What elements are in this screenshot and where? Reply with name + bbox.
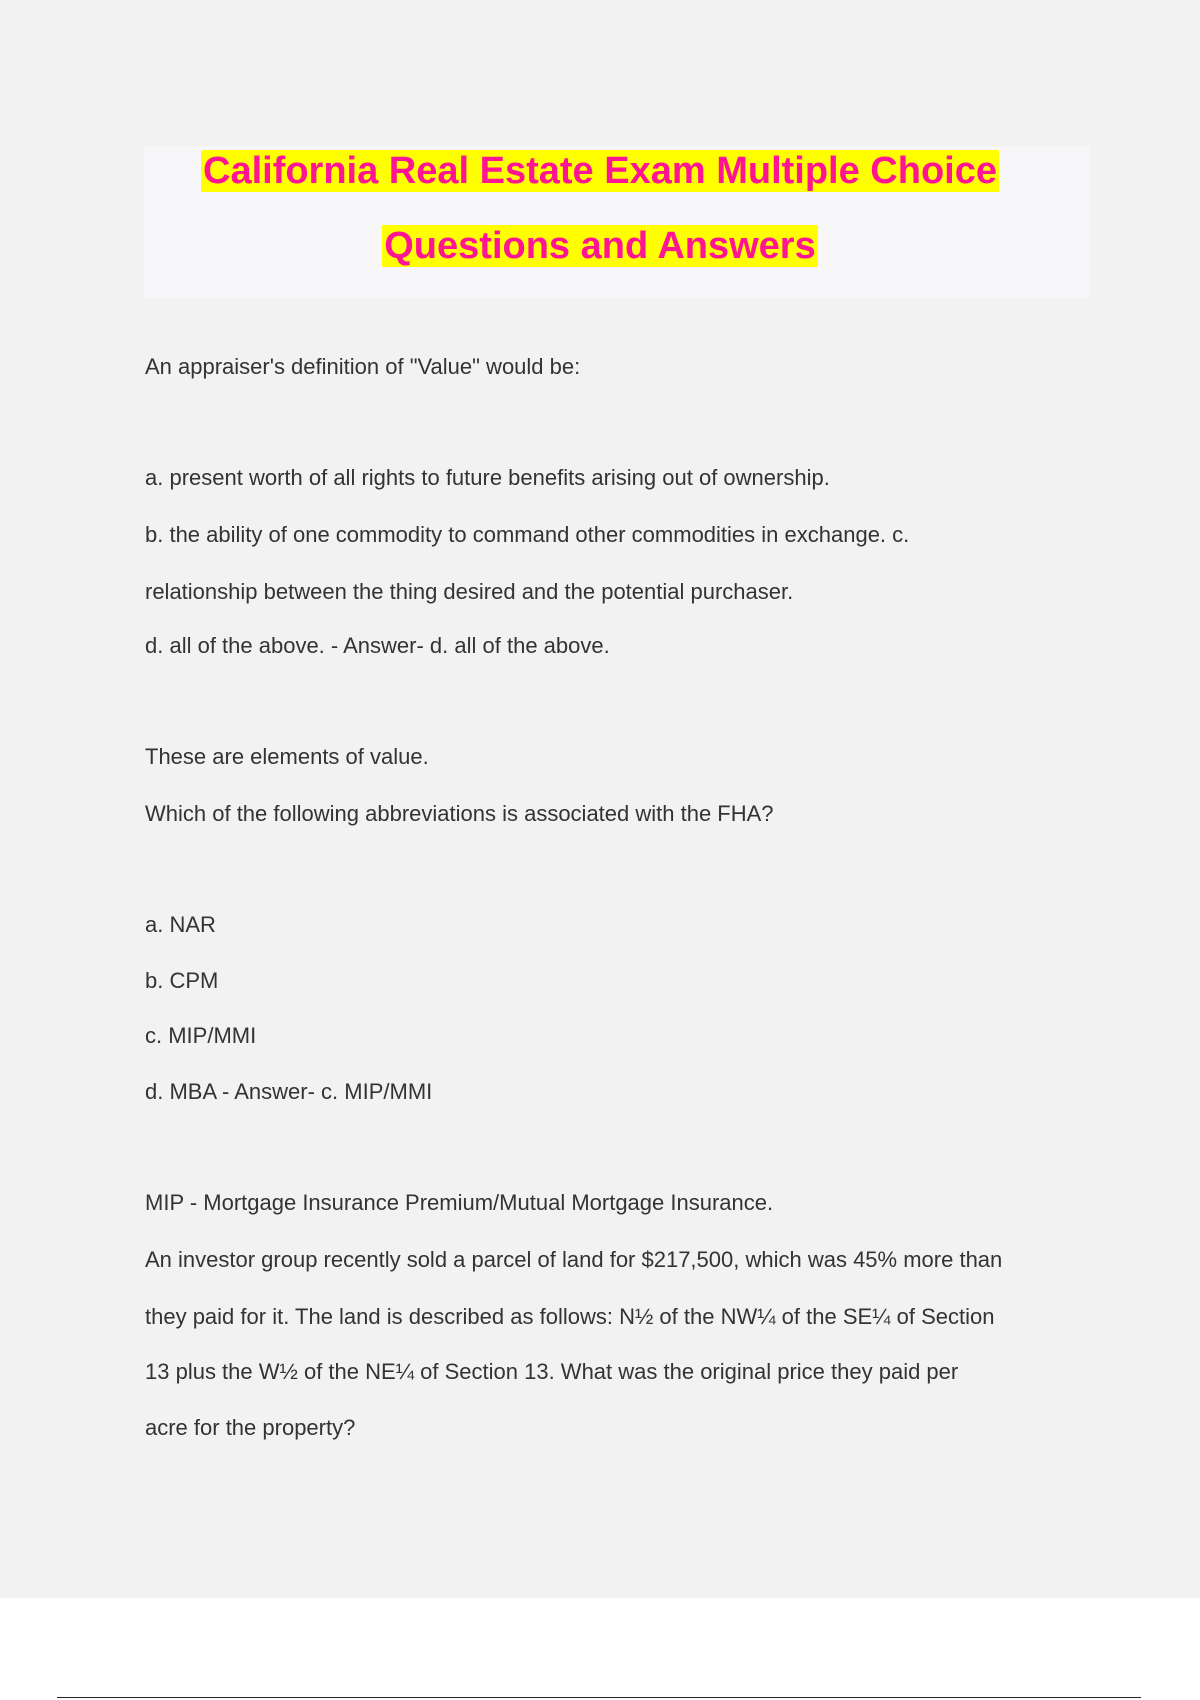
document-title-text-1: California Real Estate Exam Multiple Choice	[203, 150, 997, 192]
question-1-option-d-answer: d. all of the above. - Answer- d. all of the above.	[145, 633, 610, 658]
question-2-option-c: c. MIP/MMI	[145, 1023, 257, 1048]
question-2-option-d-answer: d. MBA - Answer- c. MIP/MMI	[145, 1079, 433, 1104]
document-title-line-1	[0, 147, 1200, 195]
document-title-line-2	[0, 222, 1200, 270]
question-2-option-a: a. NAR	[145, 912, 216, 937]
question-3-prompt-line-2: they paid for it. The land is described as follows: N½ of the NW¼ of the SE¼ of Section	[145, 1304, 995, 1329]
question-1-explanation: These are elements of value.	[145, 744, 429, 769]
question-1-prompt: An appraiser's definition of "Value" would be:	[145, 354, 581, 379]
question-3-prompt-line-3: 13 plus the W½ of the NE¼ of Section 13. What was the original price they paid per	[145, 1359, 959, 1384]
footer-divider	[57, 1697, 1141, 1698]
question-1-option-b: b. the ability of one commodity to command other commodities in exchange. c.	[145, 522, 910, 547]
question-1-option-a: a. present worth of all rights to future benefits arising out of ownership.	[145, 465, 830, 490]
question-2-prompt: Which of the following abbreviations is associated with the FHA?	[145, 801, 774, 826]
document-title-text-2: Questions and Answers	[384, 225, 816, 267]
question-2-option-b: b. CPM	[145, 968, 219, 993]
question-1-option-c: relationship between the thing desired and the potential purchaser.	[145, 579, 794, 604]
question-3-prompt-line-1: An investor group recently sold a parcel of land for $217,500, which was 45% more than	[145, 1247, 1003, 1272]
question-2-explanation: MIP - Mortgage Insurance Premium/Mutual Mortgage Insurance.	[145, 1190, 774, 1215]
question-3-prompt-line-4: acre for the property?	[145, 1415, 356, 1440]
